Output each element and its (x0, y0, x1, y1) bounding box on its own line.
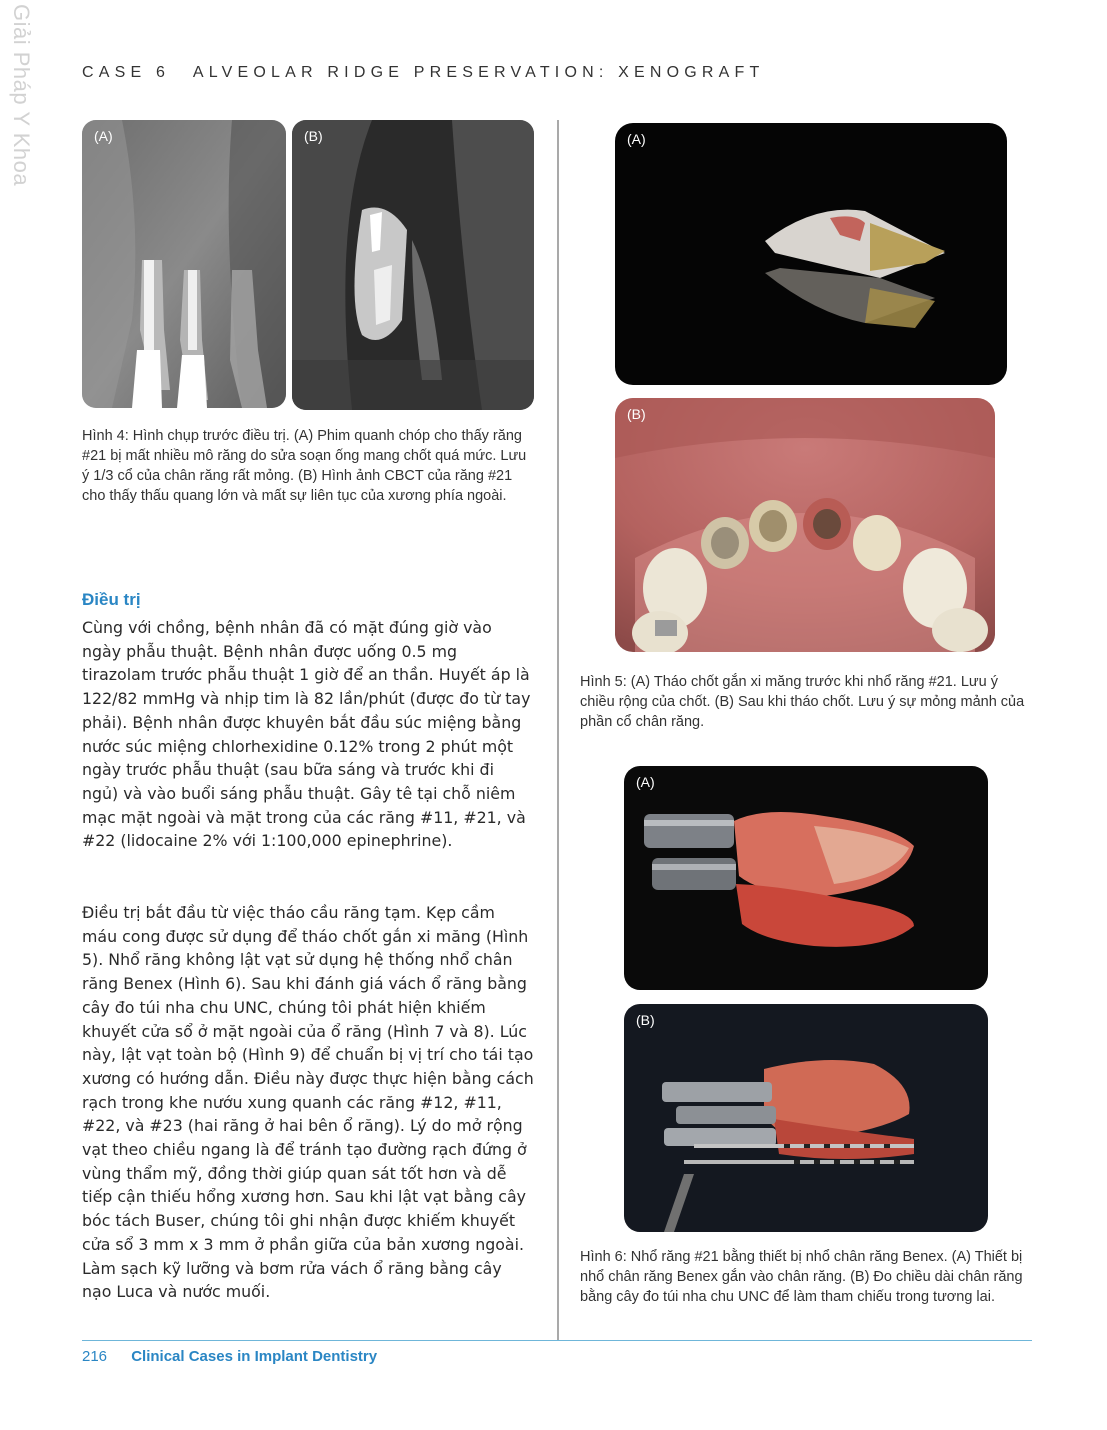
figure-6a-label: (A) (636, 774, 655, 790)
figure-6b-photo (624, 1004, 988, 1232)
footer-rule (82, 1340, 1032, 1341)
figure-4a-label: (A) (94, 128, 113, 144)
figure-5a-photo (615, 123, 1007, 385)
column-divider (557, 120, 559, 1340)
page-number: 216 (82, 1348, 108, 1365)
figure-5a-label: (A) (627, 131, 646, 147)
figure-4b-label: (B) (304, 128, 323, 144)
footer (82, 1348, 377, 1365)
body-paragraph-2: Điều trị bắt đầu từ việc tháo cầu răng tạm. Kẹp cầm máu cong được sử dụng để tháo chốt gắn xi măng (Hình 5). Nhổ răng không lật vạt sử dụng hệ thống nhổ chân răng Benex (Hình 6). Sau khi đánh giá vách ổ răng bằng cây đo túi nha chu UNC, chúng tôi phát hiện khiếm khuyết cửa sổ ở mặt ngoài của ổ răng (Hình 7 và 8). Lúc này, lật vạt toàn bộ (Hình 9) để chuẩn bị vị trí cho tái tạo xương có hướng dẫn. Điều này được thực hiện bằng cách rạch trong khe nướu xung quanh các răng #12, #11, #22, và #23 (hai răng ở hai bên ổ răng). Lý do mở rộng vạt theo chiều ngang là để tránh tạo đường rạch đứng ở vùng thẩm mỹ, đồng thời giúp quan sát tốt hơn và dễ tiếp cận thiếu hổng xương hơn. Sau khi lật vạt bằng cây bóc tách Buser, chúng tôi ghi nhận được khiếm khuyết cửa sổ 3 mm x 3 mm ở phần giữa của bản xương ngoài. Làm sạch kỹ lưỡng và bơm rửa vách ổ răng bằng cây nạo Luca và nước muối. (82, 903, 534, 1302)
book-title: Clinical Cases in Implant Dentistry (131, 1348, 378, 1365)
figure-4-caption: Hình 4: Hình chụp trước điều trị. (A) Phim quanh chóp cho thấy răng #21 bị mất nhiều mô răng do sửa soạn ống mang chốt quá mức. Lưu ý 1/3 cổ của chân răng rất mỏng. (B) Hình ảnh CBCT của răng #21 cho thấy thấu quang lớn và mất sự liên tục của xương phía ngoài. (82, 428, 527, 504)
running-head-case: CASE 6 (82, 64, 171, 81)
figure-5b-photo (615, 398, 995, 652)
watermark: Giải Pháp Y Khoa (9, 4, 34, 187)
running-head-title: ALVEOLAR RIDGE PRESERVATION: XENOGRAFT (192, 64, 765, 81)
figure-5-caption: Hình 5: (A) Tháo chốt gắn xi măng trước khi nhổ răng #21. Lưu ý chiều rộng của chốt. (B) Sau khi tháo chốt. Lưu ý sự mỏng mảnh của phần cổ chân răng. (580, 674, 1025, 730)
figure-6-caption: Hình 6: Nhổ răng #21 bằng thiết bị nhổ chân răng Benex. (A) Thiết bị nhổ chân răng Benex gắn vào chân răng. (B) Đo chiều dài chân răng bằng cây đo túi nha chu UNC để làm tham chiếu trong tương lai. (580, 1249, 1023, 1305)
figure-5b-label: (B) (627, 406, 646, 422)
section-heading: Điều trị (82, 590, 141, 609)
figure-4a-radiograph (82, 120, 286, 408)
body-paragraph-1: Cùng với chồng, bệnh nhân đã có mặt đúng giờ vào ngày phẫu thuật. Bệnh nhân được uống 0.5 mg tirazolam trước phẫu thuật 1 giờ để an thần. Huyết áp là 122/82 mmHg và nhịp tim là 82 lần/phút (được đo từ tay phải). Bệnh nhân được khuyên bắt đầu súc miệng bằng nước súc miệng chlorhexidine 0.12% trong 2 phút một ngày trước phẫu thuật (sau bữa sáng và trước khi đi ngủ) và vào buổi sáng phẫu thuật. Gây tê tại chỗ niêm mạc mặt ngoài và mặt trong của các răng #11, #21, và #22 (lidocaine 2% với 1:100,000 epinephrine). (82, 618, 531, 851)
figure-4b-cbct (292, 120, 534, 410)
figure-6a-photo (624, 766, 988, 990)
figure-6b-label: (B) (636, 1012, 655, 1028)
running-head (82, 64, 765, 82)
